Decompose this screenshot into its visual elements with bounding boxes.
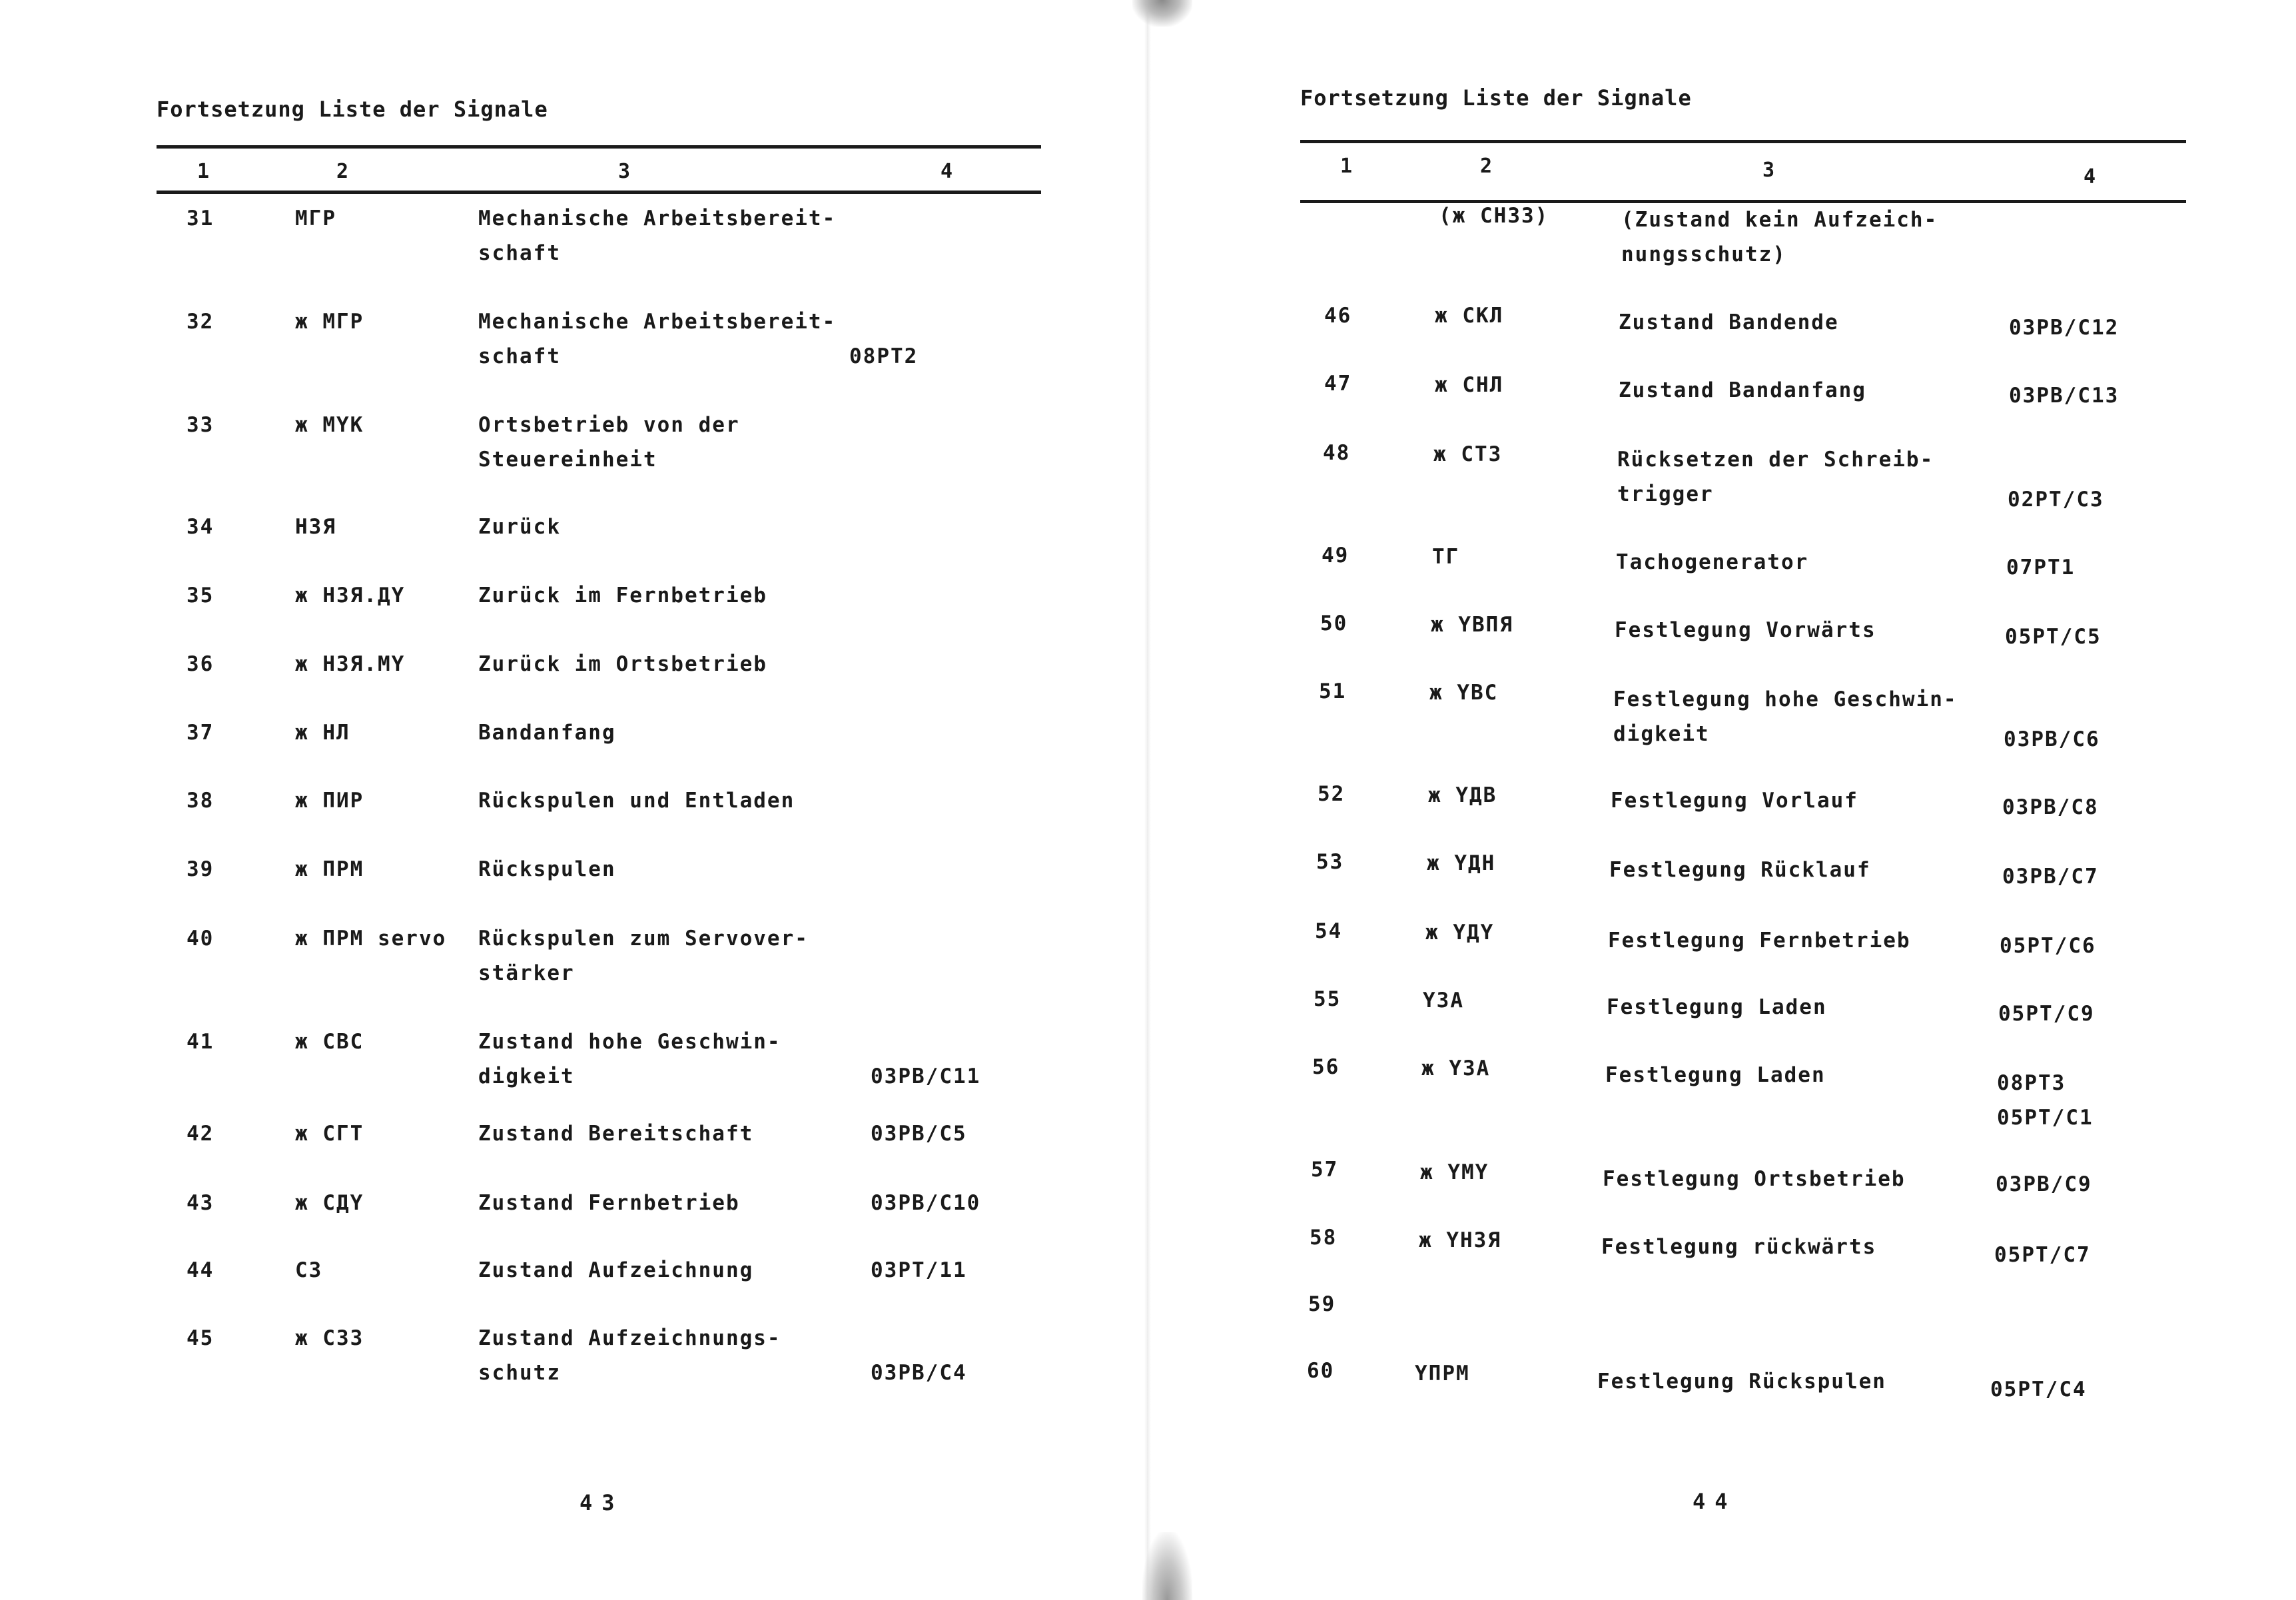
signal-number: 56 [1312, 1055, 1340, 1079]
signal-description: Festlegung Laden [1607, 995, 1827, 1019]
signal-number: 39 [187, 857, 214, 881]
column-header-4: 4 [941, 160, 953, 183]
column-header-3: 3 [618, 160, 631, 183]
signal-code: TΓ [1432, 545, 1460, 569]
signal-number: 32 [187, 310, 214, 334]
column-header-1: 1 [197, 160, 210, 183]
signal-number: 45 [187, 1326, 214, 1350]
signal-reference: 05PT/C6 [2000, 934, 2096, 958]
signal-description: Festlegung Rücklauf [1609, 858, 1871, 882]
signal-description: Tachogenerator [1616, 550, 1809, 574]
signal-number: 40 [187, 927, 214, 951]
signal-description: Ortsbetrieb von der Steuereinheit [478, 413, 740, 472]
column-header-1: 1 [1340, 155, 1353, 178]
signal-code: ж CHЛ [1435, 373, 1504, 397]
signal-number: 47 [1324, 372, 1352, 396]
signal-code: Y3A [1423, 989, 1464, 1012]
signal-description: Rückspulen und Entladen [478, 789, 795, 813]
signal-code: ж CBC [295, 1030, 364, 1054]
signal-reference: 03PB/C6 [2004, 727, 2100, 751]
page-number: 43 [579, 1490, 624, 1515]
signal-number: 44 [187, 1258, 214, 1282]
signal-description: Zustand Bandende [1619, 310, 1839, 334]
signal-code: ж CT3 [1433, 442, 1503, 466]
signal-code: ж YДH [1427, 851, 1496, 875]
signal-number: 60 [1307, 1359, 1335, 1383]
signal-number: 35 [187, 584, 214, 607]
table-header-rule [157, 191, 1041, 194]
signal-reference: 03PB/C4 [871, 1361, 967, 1385]
signal-description: Zustand Bereitschaft [478, 1122, 754, 1146]
signal-number: 59 [1308, 1292, 1336, 1316]
signal-number: 41 [187, 1030, 214, 1054]
signal-code: MΓP [295, 206, 336, 230]
signal-code: ж C33 [295, 1326, 364, 1350]
signal-reference: 03PT/11 [871, 1258, 967, 1282]
signal-reference: 02PT/C3 [2008, 488, 2104, 512]
page-heading: Fortsetzung Liste der Signale [1300, 85, 1692, 111]
signal-description: Festlegung Laden [1605, 1063, 1826, 1087]
signal-number: 38 [187, 789, 214, 813]
signal-code: C3 [295, 1258, 323, 1282]
signal-number: 50 [1320, 611, 1348, 635]
signal-description: Bandanfang [478, 721, 616, 745]
signal-description: Festlegung hohe Geschwin- digkeit [1613, 687, 1958, 746]
signal-description: Zurück im Fernbetrieb [478, 584, 767, 607]
signal-description: Festlegung Ortsbetrieb [1603, 1167, 1906, 1191]
signal-description: Mechanische Arbeitsbereit- schaft [478, 310, 837, 368]
signal-code: ж YBC [1429, 681, 1499, 705]
signal-description: Zustand Fernbetrieb [478, 1191, 740, 1215]
signal-reference: 03PB/C10 [871, 1191, 981, 1215]
column-header-2: 2 [336, 160, 349, 183]
signal-reference: 03PB/C7 [2002, 865, 2099, 889]
signal-description: Festlegung Vorlauf [1611, 789, 1858, 813]
signal-code: ж ПРМ [295, 857, 364, 881]
signal-code: ж YH3Я [1419, 1228, 1501, 1252]
signal-number: 58 [1310, 1226, 1338, 1250]
right-page [1148, 0, 2296, 1600]
signal-number: 55 [1314, 987, 1341, 1011]
signal-description: Zurück [478, 515, 561, 539]
signal-code: ж YBПЯ [1431, 613, 1513, 637]
signal-description: (Zustand kein Aufzeich- nungsschutz) [1621, 208, 1938, 266]
column-header-4: 4 [2084, 165, 2096, 189]
signal-number: 34 [187, 515, 214, 539]
signal-reference: 03PB/C11 [871, 1064, 981, 1088]
signal-number: 57 [1311, 1158, 1339, 1182]
signal-description: Festlegung Fernbetrieb [1608, 929, 1911, 953]
signal-number: 31 [187, 206, 214, 230]
signal-code: H3Я [295, 515, 336, 539]
column-header-2: 2 [1480, 155, 1493, 178]
signal-number: 42 [187, 1122, 214, 1146]
signal-code: (ж CH33) [1439, 204, 1549, 228]
signal-description: Rückspulen [478, 857, 616, 881]
signal-code: ж MΓP [295, 310, 364, 334]
column-header-3: 3 [1762, 159, 1775, 182]
signal-number: 43 [187, 1191, 214, 1215]
signal-description: Festlegung rückwärts [1601, 1235, 1877, 1259]
signal-code: ж ПРМ servo [295, 927, 447, 951]
signal-code: ж HЛ [295, 721, 350, 745]
signal-number: 52 [1318, 782, 1345, 806]
signal-reference: 08PT2 [849, 344, 919, 368]
signal-description: Mechanische Arbeitsbereit- schaft [478, 206, 837, 265]
signal-reference: 05PT/C9 [1998, 1002, 2095, 1026]
signal-code: ж H3Я.ДY [295, 584, 406, 607]
signal-reference: 05PT/C4 [1990, 1378, 2087, 1401]
signal-description: Rückspulen zum Servover- stärker [478, 927, 809, 985]
signal-description: Zustand Bandanfang [1619, 378, 1866, 402]
page-number: 44 [1693, 1489, 1737, 1514]
signal-code: ж ПИР [295, 789, 364, 813]
signal-code: ж CKЛ [1435, 304, 1504, 328]
signal-number: 49 [1322, 544, 1349, 568]
signal-code: ж CΓT [295, 1122, 364, 1146]
table-top-rule [1300, 140, 2186, 143]
table-top-rule [157, 145, 1041, 149]
signal-code: ж YДY [1425, 921, 1495, 945]
signal-number: 54 [1315, 919, 1343, 943]
page-heading: Fortsetzung Liste der Signale [157, 97, 548, 122]
signal-code: YПРМ [1415, 1362, 1470, 1386]
signal-code: ж CДY [295, 1191, 364, 1215]
signal-code: ж Y3A [1421, 1056, 1491, 1080]
signal-reference: 03PB/C9 [1996, 1172, 2092, 1196]
signal-code: ж YMY [1420, 1160, 1489, 1184]
signal-description: Zustand Aufzeichnungs- schutz [478, 1326, 781, 1385]
signal-description: Rücksetzen der Schreib- trigger [1617, 448, 1934, 506]
signal-code: ж YДB [1428, 783, 1497, 807]
signal-number: 46 [1324, 304, 1352, 328]
signal-reference: 03PB/C8 [2002, 795, 2099, 819]
signal-description: Festlegung Vorwärts [1615, 618, 1876, 642]
signal-description: Festlegung Rückspulen [1597, 1370, 1886, 1394]
signal-number: 37 [187, 721, 214, 745]
signal-number: 48 [1323, 441, 1351, 465]
signal-reference: 08PT3 05PT/C1 [1997, 1071, 2094, 1130]
signal-number: 36 [187, 652, 214, 676]
signal-code: ж H3Я.MY [295, 652, 406, 676]
signal-number: 51 [1319, 679, 1347, 703]
signal-reference: 05PT/C5 [2005, 625, 2102, 649]
signal-reference: 05PT/C7 [1994, 1243, 2091, 1267]
signal-description: Zustand Aufzeichnung [478, 1258, 754, 1282]
signal-number: 33 [187, 413, 214, 437]
signal-code: ж MYK [295, 413, 364, 437]
signal-reference: 03PB/C13 [2009, 384, 2119, 408]
signal-reference: 07PT1 [2006, 556, 2076, 580]
signal-description: Zustand hohe Geschwin- digkeit [478, 1030, 781, 1088]
signal-description: Zurück im Ortsbetrieb [478, 652, 767, 676]
signal-reference: 03PB/C5 [871, 1122, 967, 1146]
signal-reference: 03PB/C12 [2009, 316, 2119, 340]
signal-number: 53 [1316, 850, 1344, 874]
